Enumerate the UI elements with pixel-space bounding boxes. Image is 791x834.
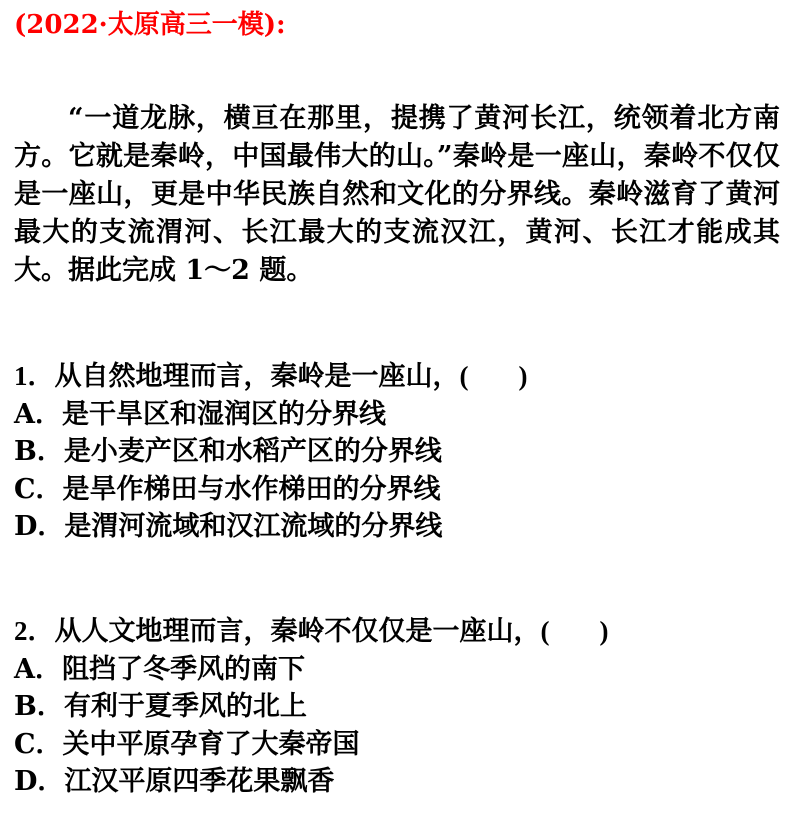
option-text: 是小麦产区和水稻产区的分界线 [63, 436, 442, 467]
option-separator: ． [36, 436, 64, 467]
option-letter: C [14, 728, 36, 760]
option-b[interactable] [14, 688, 780, 726]
option-separator: ． [36, 691, 64, 722]
option-text: 江汉平原四季花果飘香 [64, 766, 335, 797]
passage-text: “一道龙脉，横亘在那里，提携了黄河长江，统领着北方南方。它就是秦岭，中国最伟大的山。”秦岭是一座山，秦岭不仅仅是一座山，更是中华民族自然和文化的分界线。秦岭滋育了黄河最大的支流渭河、长江最大的支流汉江，黄河、长江才能成其大。据此完成 1～2 题。 [14, 103, 780, 286]
option-separator: ． [37, 766, 65, 797]
answer-paren-close: ) [518, 361, 528, 391]
option-c[interactable] [14, 471, 780, 509]
option-text: 关中平原孕育了大秦帝国 [62, 728, 360, 760]
option-a[interactable] [14, 651, 780, 689]
option-d[interactable] [14, 508, 780, 546]
question-2 [14, 613, 780, 801]
option-separator: ． [35, 728, 63, 760]
option-separator: ． [37, 511, 65, 542]
option-letter: B [14, 436, 37, 467]
answer-paren-open: ( [540, 616, 550, 646]
option-b[interactable] [14, 433, 780, 471]
option-separator: ． [34, 653, 62, 685]
source-label: (2022·太原高三一模): [14, 10, 286, 40]
option-c[interactable] [14, 726, 780, 764]
option-letter: A [14, 653, 35, 685]
option-text: 是干旱区和湿润区的分界线 [61, 398, 386, 430]
question-stem [14, 358, 780, 396]
option-letter: C [14, 473, 36, 505]
option-letter: B [14, 691, 37, 722]
answer-paren-open: ( [459, 361, 469, 391]
option-separator: ． [34, 398, 62, 430]
question-number-separator: ． [27, 616, 55, 647]
option-letter: D [14, 511, 38, 542]
option-text: 是旱作梯田与水作梯田的分界线 [62, 473, 441, 505]
option-a[interactable] [14, 396, 780, 434]
reading-passage [14, 100, 780, 290]
question-stem [14, 613, 780, 651]
question-number: 2 [14, 616, 28, 646]
option-text: 是渭河流域和汉江流域的分界线 [64, 511, 443, 542]
option-text: 阻挡了冬季风的南下 [61, 653, 305, 685]
question-text: 从自然地理而言，秦岭是一座山， [54, 361, 460, 392]
answer-paren-close: ) [599, 616, 609, 646]
question-number-separator: ． [27, 361, 55, 392]
option-separator: ． [35, 473, 63, 505]
option-text: 有利于夏季风的北上 [63, 691, 307, 722]
question-number: 1 [14, 361, 28, 391]
option-d[interactable] [14, 763, 780, 801]
question-text: 从人文地理而言，秦岭不仅仅是一座山， [54, 616, 541, 647]
question-1 [14, 358, 780, 546]
option-letter: A [14, 398, 35, 430]
option-letter: D [14, 766, 38, 797]
